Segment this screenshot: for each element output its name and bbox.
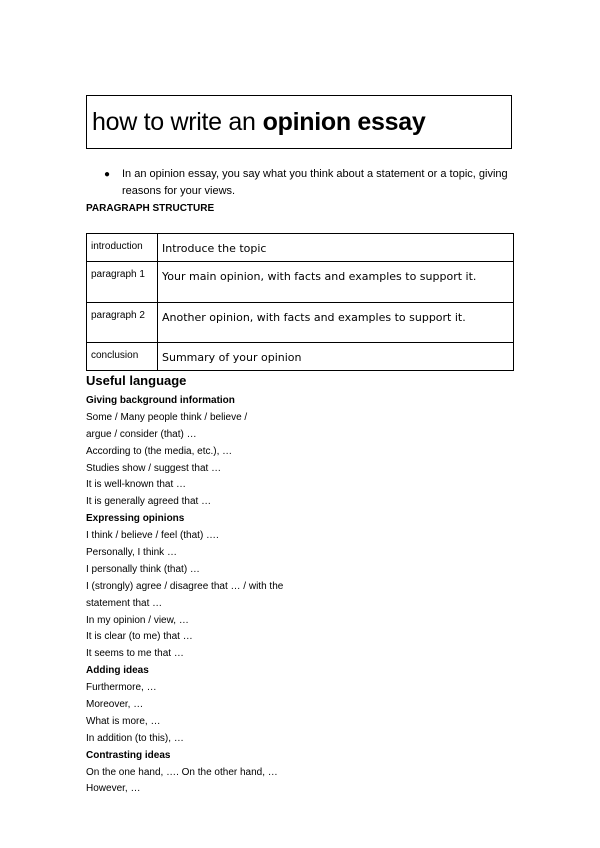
list-item: Personally, I think … bbox=[86, 547, 177, 559]
section-name: introduction bbox=[87, 234, 158, 262]
list-item: Moreover, … bbox=[86, 699, 144, 711]
section-description: Your main opinion, with facts and examples to support it. bbox=[158, 262, 514, 303]
list-item: In my opinion / view, … bbox=[86, 614, 189, 626]
paragraph-structure-heading: PARAGRAPH STRUCTURE bbox=[86, 203, 215, 214]
list-item: What is more, … bbox=[86, 715, 161, 727]
list-item: statement that … bbox=[86, 597, 163, 609]
list-item: It is well-known that … bbox=[86, 479, 187, 491]
intro-bullet-text: In an opinion essay, you say what you think about a statement or a topic, giving reasons for your views. bbox=[122, 168, 508, 197]
title-bold: opinion essay bbox=[262, 107, 426, 136]
background-heading: Giving background information bbox=[86, 395, 235, 406]
list-item: It is clear (to me) that … bbox=[86, 631, 193, 643]
section-description: Introduce the topic bbox=[158, 234, 514, 262]
section-description: Summary of your opinion bbox=[158, 343, 514, 371]
list-item: However, … bbox=[86, 783, 141, 795]
list-item: It is generally agreed that … bbox=[86, 496, 212, 508]
section-name: conclusion bbox=[87, 343, 158, 371]
table-row bbox=[87, 343, 514, 371]
structure-table bbox=[86, 233, 514, 371]
section-description: Another opinion, with facts and examples to support it. bbox=[158, 303, 514, 343]
list-item: According to (the media, etc.), … bbox=[86, 445, 233, 457]
list-item: I think / believe / feel (that) …. bbox=[86, 530, 219, 542]
contrasting-heading: Contrasting ideas bbox=[86, 749, 171, 761]
list-item: In addition (to this), … bbox=[86, 732, 184, 744]
table-row bbox=[87, 234, 514, 262]
list-item: Some / Many people think / believe / bbox=[86, 411, 248, 423]
adding-heading: Adding ideas bbox=[86, 665, 149, 677]
document-title bbox=[86, 95, 512, 149]
section-name: paragraph 2 bbox=[87, 303, 158, 343]
section-name: paragraph 1 bbox=[87, 262, 158, 303]
bullet-icon: ● bbox=[104, 169, 111, 180]
useful-language-heading: Useful language bbox=[86, 373, 187, 388]
useful-language-list bbox=[86, 393, 506, 798]
list-item: argue / consider (that) … bbox=[86, 428, 197, 440]
list-item: Studies show / suggest that … bbox=[86, 462, 222, 474]
list-item: It seems to me that … bbox=[86, 648, 184, 660]
list-item: On the one hand, …. On the other hand, … bbox=[86, 766, 278, 778]
list-item: I personally think (that) … bbox=[86, 563, 200, 575]
title-regular: how to write an bbox=[92, 107, 256, 136]
list-item: I (strongly) agree / disagree that … / with the bbox=[86, 580, 284, 592]
list-item: Furthermore, … bbox=[86, 682, 157, 694]
table-row bbox=[87, 262, 514, 303]
table-row bbox=[87, 303, 514, 343]
opinions-heading: Expressing opinions bbox=[86, 513, 185, 525]
